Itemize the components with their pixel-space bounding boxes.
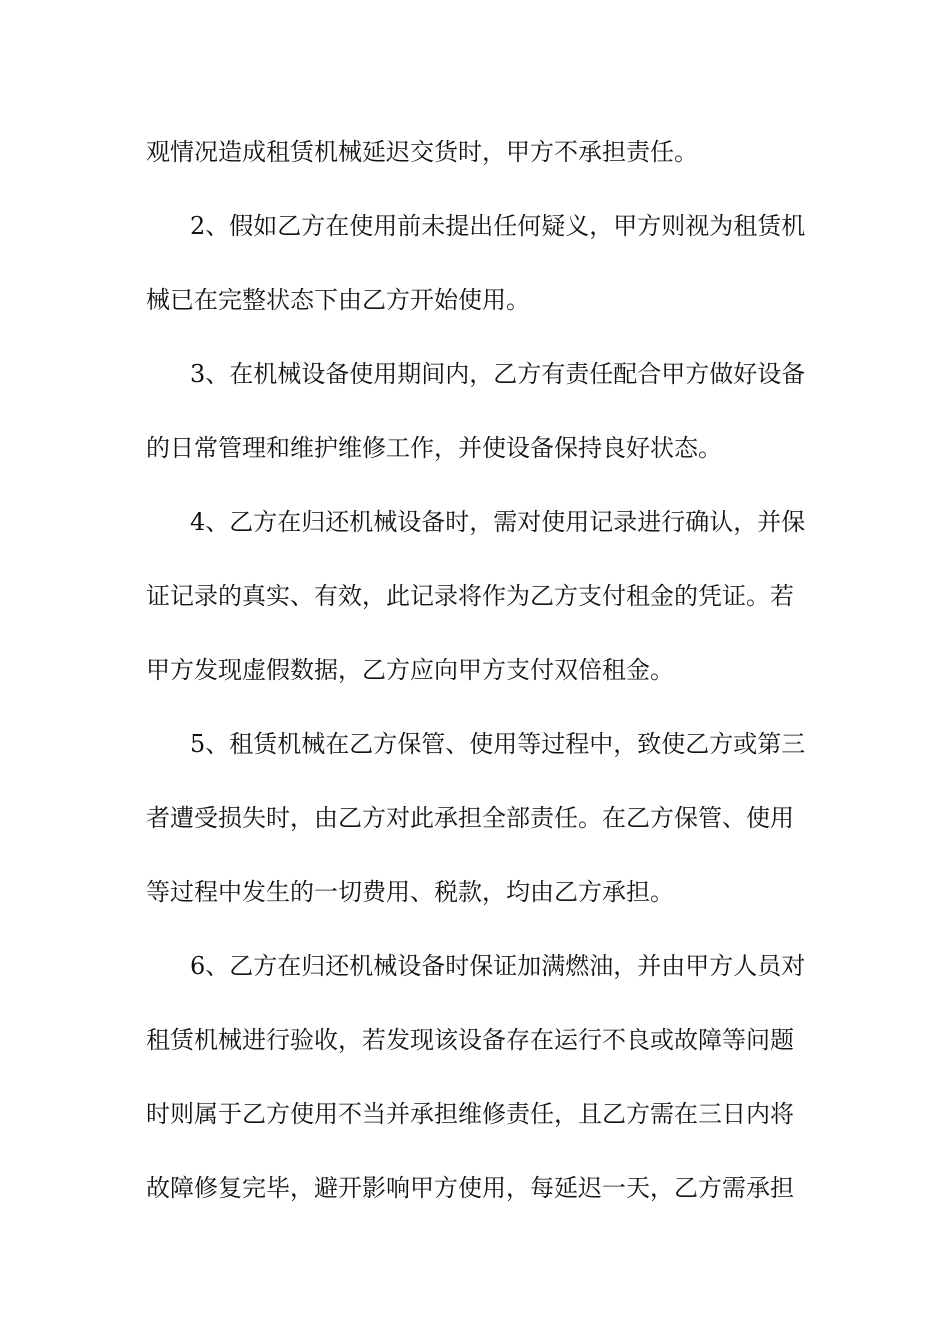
clause-3-line-1: 3、在机械设备使用期间内，乙方有责任配合甲方做好设备: [190, 360, 806, 388]
clause-5-line-3: 等过程中发生的一切费用、税款，均由乙方承担。: [146, 878, 674, 906]
clause-6-line-3: 时则属于乙方使用不当并承担维修责任，且乙方需在三日内将: [146, 1100, 794, 1128]
clause-5-line-1: 5、租赁机械在乙方保管、使用等过程中，致使乙方或第三: [190, 730, 806, 758]
clause-4-line-1: 4、乙方在归还机械设备时，需对使用记录进行确认，并保: [190, 508, 806, 536]
text-line: 观情况造成租赁机械延迟交货时，甲方不承担责任。: [146, 138, 698, 166]
clause-2-line-2: 械已在完整状态下由乙方开始使用。: [146, 286, 530, 314]
clause-6-line-1: 6、乙方在归还机械设备时保证加满燃油，并由甲方人员对: [190, 952, 806, 980]
clause-6-line-2: 租赁机械进行验收，若发现该设备存在运行不良或故障等问题: [146, 1026, 794, 1054]
clause-4-line-3: 甲方发现虚假数据，乙方应向甲方支付双倍租金。: [146, 656, 674, 684]
clause-3-line-2: 的日常管理和维护维修工作，并使设备保持良好状态。: [146, 434, 722, 462]
clause-5-line-2: 者遭受损失时，由乙方对此承担全部责任。在乙方保管、使用: [146, 804, 794, 832]
clause-2-line-1: 2、假如乙方在使用前未提出任何疑义，甲方则视为租赁机: [190, 212, 806, 240]
clause-6-line-4: 故障修复完毕，避开影响甲方使用，每延迟一天，乙方需承担: [146, 1174, 794, 1202]
clause-4-line-2: 证记录的真实、有效，此记录将作为乙方支付租金的凭证。若: [146, 582, 794, 610]
